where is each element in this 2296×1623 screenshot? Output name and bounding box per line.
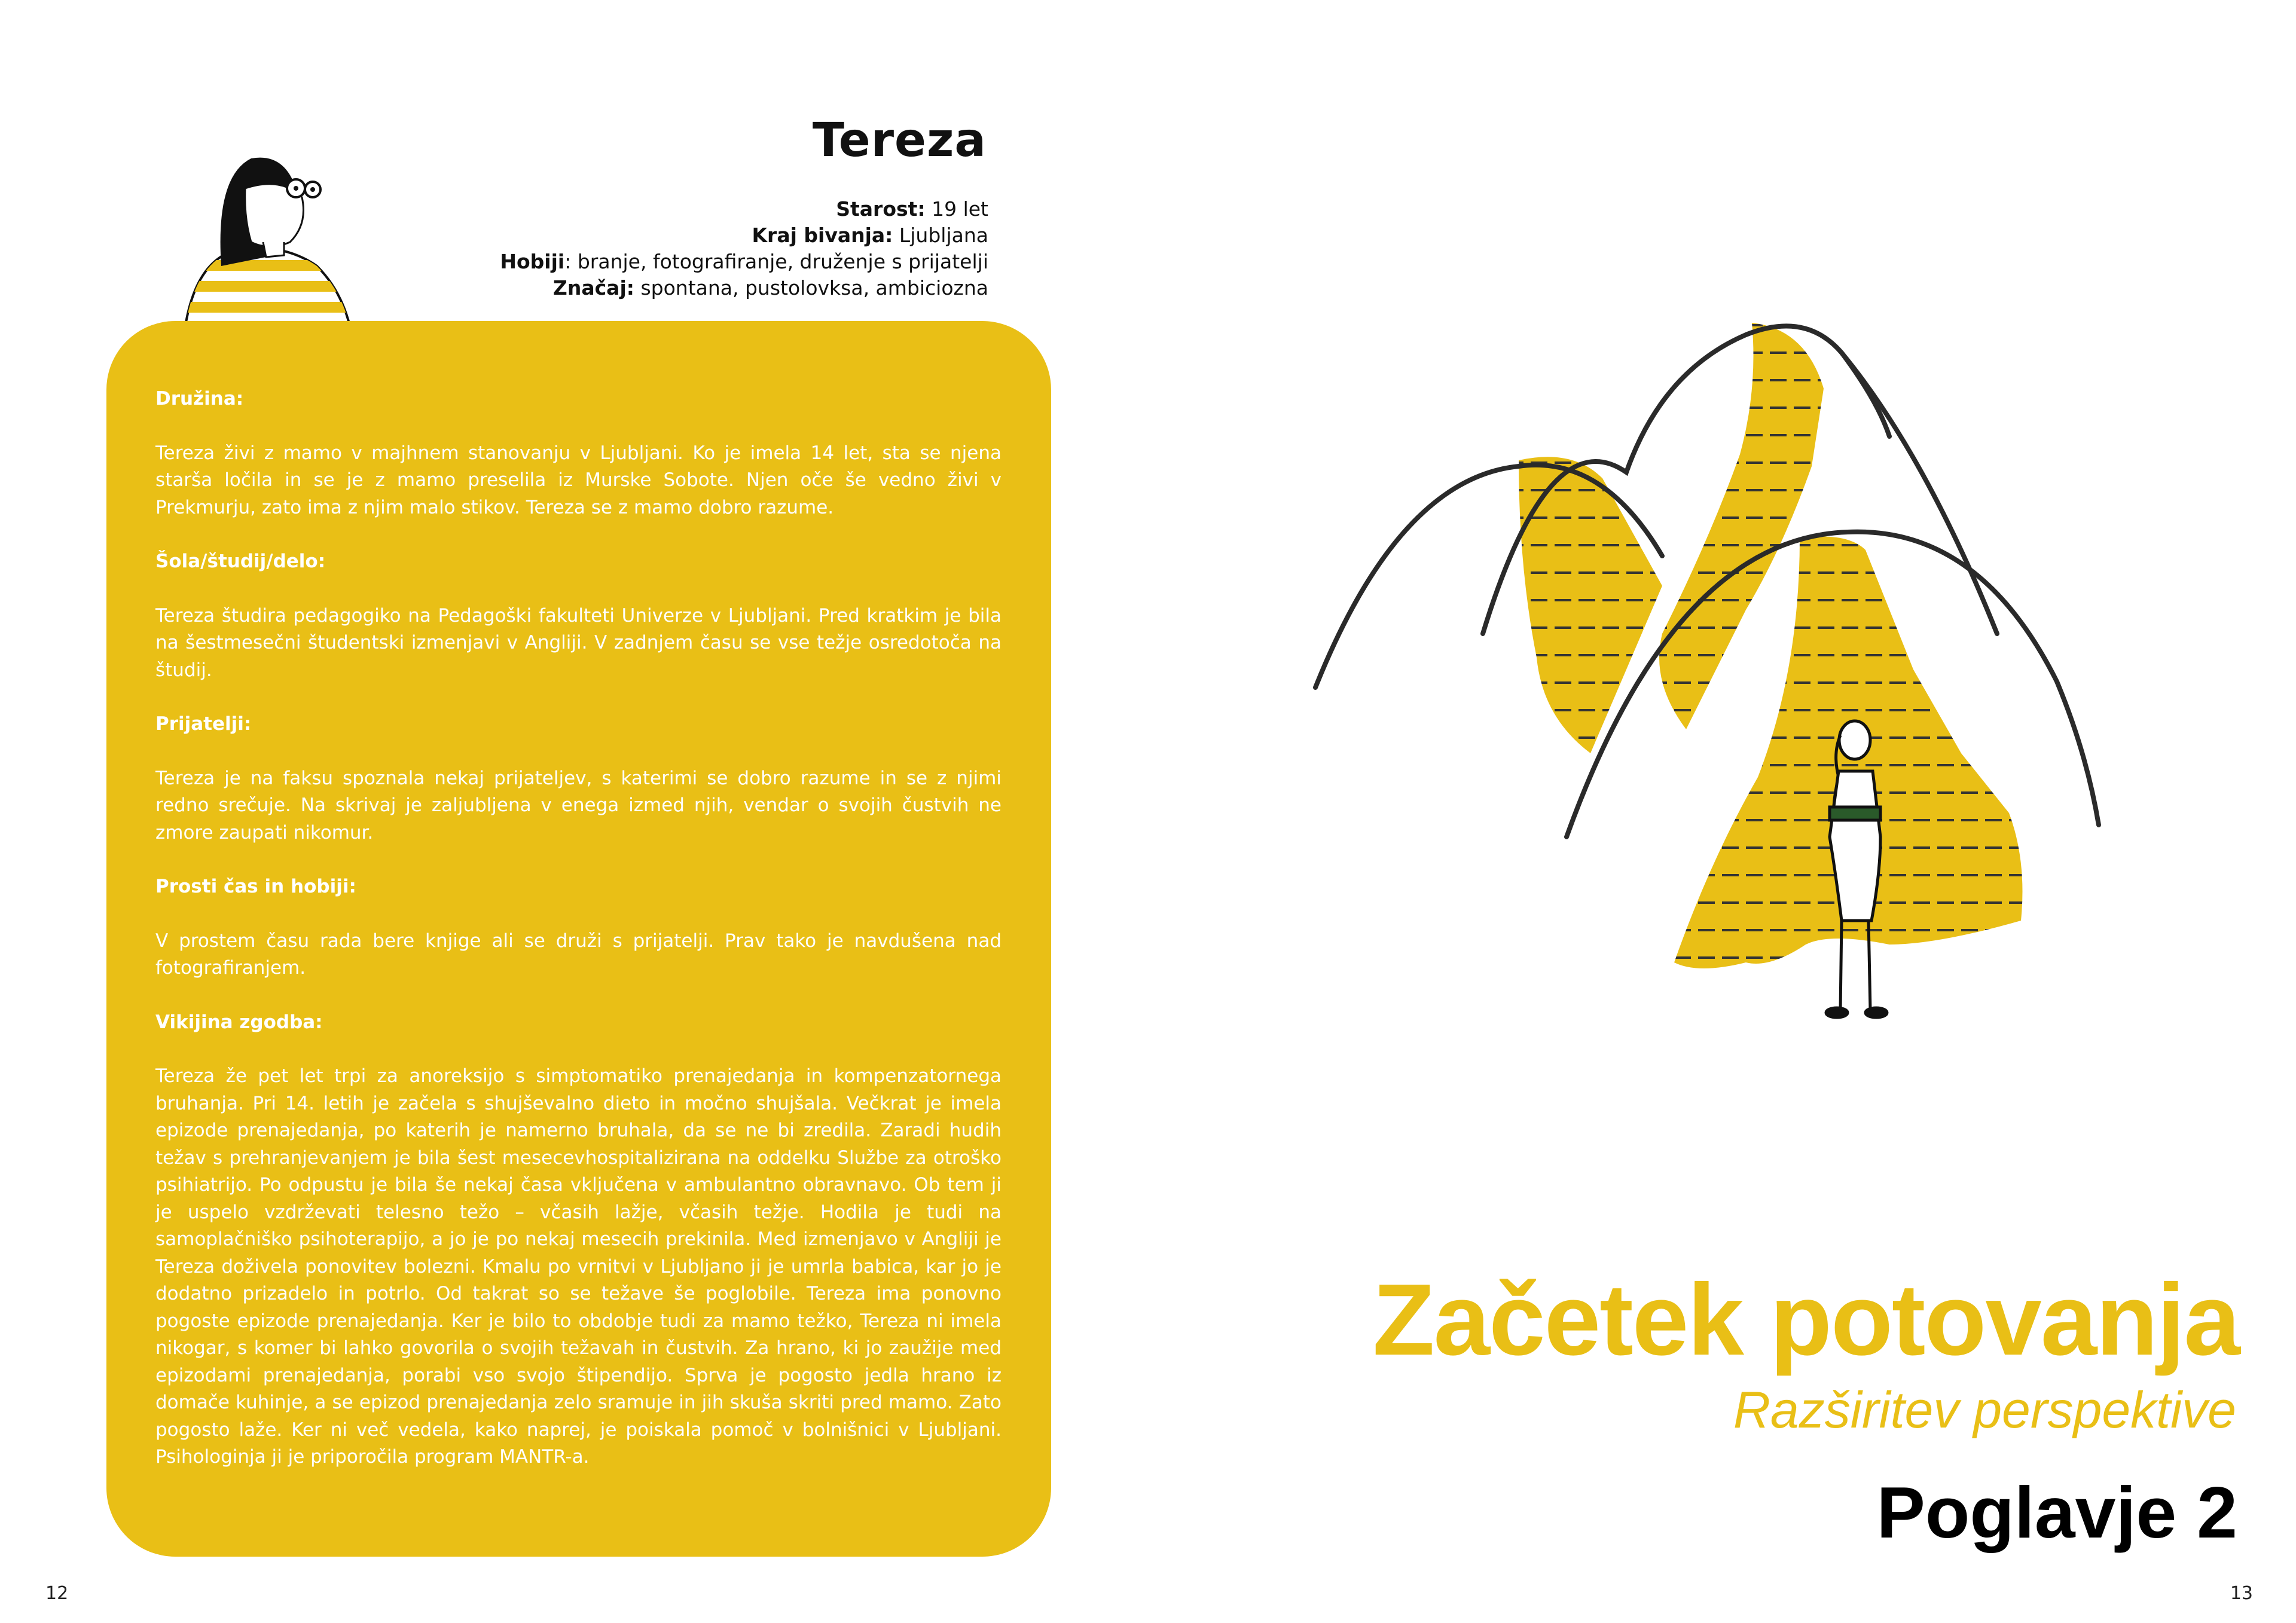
chapter-title: Začetek potovanja <box>1372 1263 2239 1377</box>
section-text-family: Tereza živi z mamo v majhnem stanovanju v Ljubljani. Ko je imela 14 let, sta se njena starša ločila in se je z mamo preselila iz Murske Sobote. Njen oče še vedno živi v Prekmurju, zato ima z njim malo stikov. Tereza se z mamo dobro razume. <box>155 442 1002 518</box>
fact-residence <box>500 222 988 249</box>
fact-value: 19 let <box>925 197 988 221</box>
fact-label: Kraj bivanja: <box>752 224 893 247</box>
section-text-story: Tereza že pet let trpi za anoreksijo s simptomatiko prenajedanja in kompenzatornega bruhanja. Pri 14. letih je začela s shujševalno dieto in močno shujšala. Večkrat je imela epizode prenajedanja, po katerih je namerno bruhala, da se ne bi zredila. Zaradi hudih težav s prehranjevanjem je bila šest mesecevhospitalizirana na oddelku Službe za otroško psihiatrijo. Po odpustu je bila še nekaj časa vključena v ambulantno obravnavo. Ob tem ji je uspelo vzdrževati telesno težo – včasih lažje, včasih težje. Hodila je tudi na samoplačniško psihoterapijo, a jo je po nekaj mesecih prekinila. Med izmenjavo v Angliji je Tereza doživela ponovitev bolezni. Kmalu po vrnitvi v Ljubljano ji je umrla babica, kar jo je dodatno prizadelo in potrlo. Od takrat so se težave še poglobile. Tereza ima ponovno pogoste epizode prenajedanja. Ker je bilo to obdobje tudi za mamo težko, Tereza ni imela nikogar, s komer bi lahko govorila o svojih težavah in čustvih. Za hrano, ki jo zaužije med epizodami prenajedanja, porabi vso svojo štipendijo. Sprva je pogosto jedla hrano iz domače kuhinje, a se epizod prenajedanja zelo sramuje in jih skuša skriti pred mamo. Zato pogosto laže. Ker ni več vedela, kako naprej, je poiskala pomoč v bolnišnici v Ljubljani. Psihologinja ji je priporočila program MANTR-a. <box>155 1065 1002 1468</box>
page-number-right: 13 <box>2230 1583 2253 1604</box>
section-text-hobbies: V prostem času rada bere knjige ali se druži s prijatelji. Prav tako je navdušena nad fotografiranjem. <box>155 930 1002 979</box>
profile-name: Tereza <box>812 114 987 167</box>
section-text-school: Tereza študira pedagogiko na Pedagoški fakulteti Univerze v Ljubljani. Pred kratkim je bila na šestmesečni študentski izmenjavi v Angliji. V zadnjem času se vse težje osredotoča na študij. <box>155 604 1002 681</box>
striped-hills-illustration-icon <box>1292 299 2105 1058</box>
section-heading-story: Vikijina zgodba: <box>155 1011 323 1033</box>
fact-label: Hobiji <box>500 250 565 273</box>
chapter-number: Poglavje 2 <box>1876 1472 2237 1553</box>
fact-label: Značaj: <box>552 276 634 299</box>
section-heading-family: Družina: <box>155 388 244 409</box>
woman-portrait-icon <box>179 152 359 326</box>
section-heading-hobbies: Prosti čas in hobiji: <box>155 876 356 897</box>
section-text-friends: Tereza je na faksu spoznala nekaj prijateljev, s katerimi se dobro razume in se z njimi redno srečuje. Na skrivaj je zaljubljena v enega izmed njih, vendar o svojih čustvih ne zmore zaupati nikomur. <box>155 767 1002 843</box>
profile-card-body <box>155 386 1002 1498</box>
fact-hobbies <box>500 249 988 275</box>
fact-value: spontana, pustolovksa, ambiciozna <box>634 276 988 299</box>
profile-facts <box>500 196 988 301</box>
section-heading-school: Šola/študij/delo: <box>155 551 326 572</box>
section-heading-friends: Prijatelji: <box>155 713 252 735</box>
fact-value: Ljubljana <box>893 224 988 247</box>
fact-character <box>500 275 988 301</box>
fact-age <box>500 196 988 222</box>
fact-label: Starost: <box>836 197 926 221</box>
page-number-left: 12 <box>45 1583 69 1604</box>
fact-value: : branje, fotografiranje, druženje s prijatelji <box>564 250 988 273</box>
chapter-subtitle: Razširitev perspektive <box>1733 1381 2236 1439</box>
profile-card <box>106 321 1051 1557</box>
